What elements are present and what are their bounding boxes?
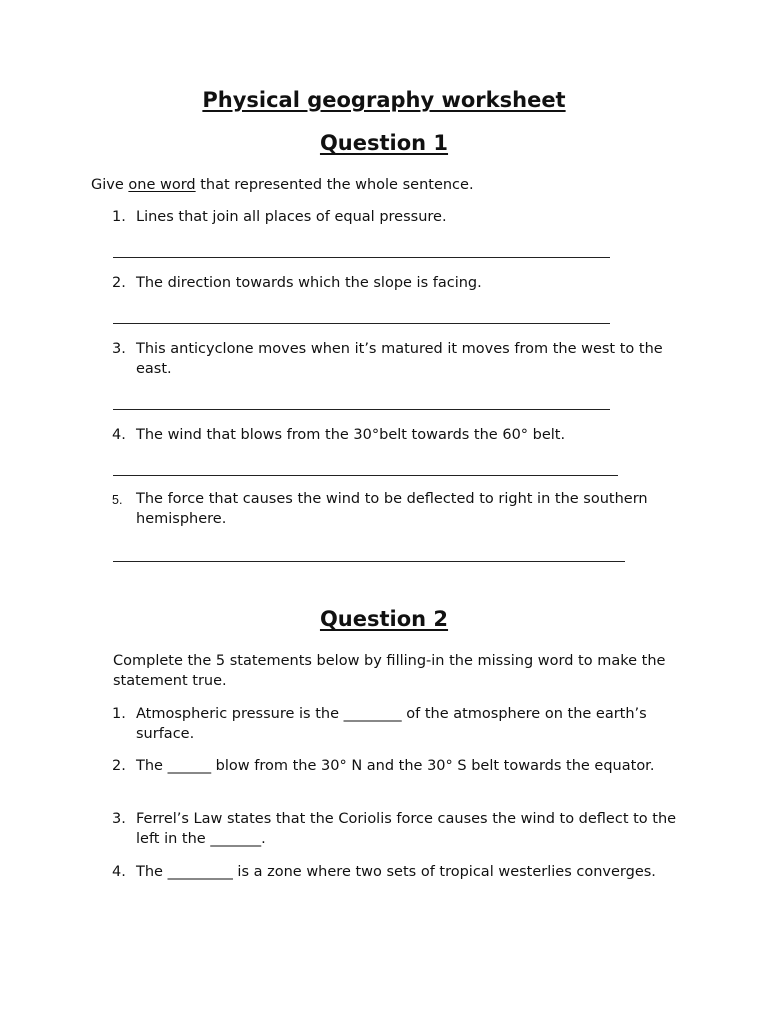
item-number: 1. [112,209,126,225]
q1-item-5 [112,489,682,529]
q2-item-4 [112,862,682,882]
q1-item-1 [112,207,682,227]
answer-line[interactable] [113,409,610,410]
q1-item-2 [112,273,682,293]
item-number: 1. [112,706,126,722]
page-title: Physical geography worksheet [202,88,566,112]
instruction-text-pre: Give [91,177,129,193]
question-1-heading: Question 1 [319,131,449,155]
q2-item-3 [112,809,682,849]
item-text: This anticyclone moves when it’s matured it moves from the west to the east. [136,341,663,377]
question-2-heading: Question 2 [319,607,449,631]
item-number: 4. [112,427,126,443]
instruction-emphasis: one word [128,177,196,193]
item-text: Atmospheric pressure is the ________ of the atmosphere on the earth’s surface. [136,706,647,742]
item-number: 2. [112,758,126,774]
answer-line[interactable] [113,475,618,476]
item-text: Lines that join all places of equal pressure. [136,209,447,225]
item-text: The _________ is a zone where two sets of tropical westerlies converges. [136,864,656,880]
answer-line[interactable] [113,257,610,258]
answer-line[interactable] [113,323,610,324]
q2-item-1 [112,704,682,744]
q2-item-2 [112,756,682,776]
item-text: The wind that blows from the 30°belt towards the 60° belt. [136,427,566,443]
item-number: 4. [112,864,126,880]
item-text: Ferrel’s Law states that the Coriolis force causes the wind to deflect to the left in the _______. [136,811,677,847]
item-number: 3. [112,811,126,827]
item-number: 3. [112,341,126,357]
q1-item-4 [112,425,682,445]
item-number: 2. [112,275,126,291]
q1-item-3 [112,339,682,379]
item-text: The ______ blow from the 30° N and the 30° S belt towards the equator. [136,758,655,774]
instruction-text-post: that represented the whole sentence. [195,177,474,193]
item-number: 5. [112,493,123,507]
question-2-instruction: Complete the 5 statements below by filling-in the missing word to make the statement true. [113,653,666,689]
answer-line[interactable] [113,561,625,562]
item-text: The direction towards which the slope is facing. [136,275,482,291]
item-text: The force that causes the wind to be deflected to right in the southern hemisphere. [136,491,648,527]
question-1-instruction [91,175,474,195]
